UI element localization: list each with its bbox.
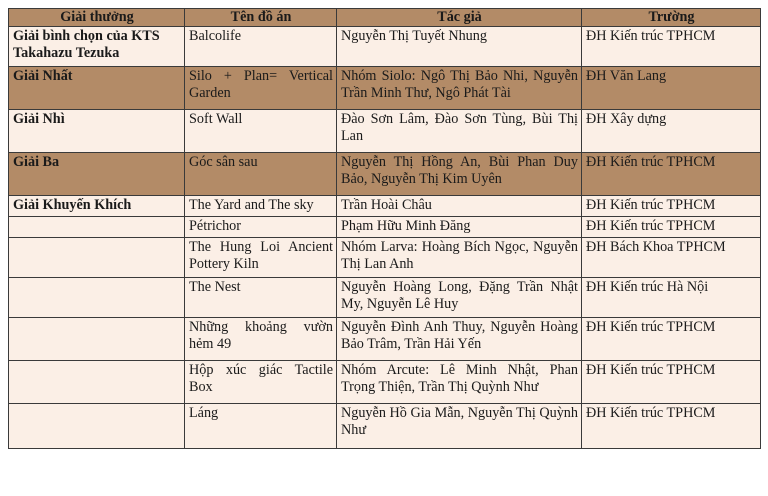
table-row <box>9 153 761 196</box>
school-cell: ĐH Kiến trúc TPHCM <box>582 217 761 238</box>
award-cell <box>9 217 185 238</box>
project-cell: Góc sân sau <box>185 153 337 196</box>
award-cell: Giải Nhất <box>9 67 185 110</box>
school-cell: ĐH Kiến trúc TPHCM <box>582 361 761 404</box>
award-cell <box>9 361 185 404</box>
school-cell: ĐH Kiến trúc Hà Nội <box>582 278 761 318</box>
authors-cell: Nguyễn Đình Anh Thuy, Nguyễn Hoàng Bảo Trâm, Trần Hải Yến <box>337 318 582 361</box>
project-cell: The Nest <box>185 278 337 318</box>
authors-cell: Nhóm Larva: Hoàng Bích Ngọc, Nguyễn Thị Lan Anh <box>337 238 582 278</box>
header-authors: Tác giả <box>337 9 582 27</box>
award-cell: Giải bình chọn của KTS Takahazu Tezuka <box>9 27 185 67</box>
project-cell: Pétrichor <box>185 217 337 238</box>
authors-cell: Đào Sơn Lâm, Đào Sơn Tùng, Bùi Thị Lan <box>337 110 582 153</box>
header-project: Tên đồ án <box>185 9 337 27</box>
table-row <box>9 67 761 110</box>
project-cell: The Yard and The sky <box>185 196 337 217</box>
table-row <box>9 361 761 404</box>
table-row <box>9 196 761 217</box>
school-cell: ĐH Kiến trúc TPHCM <box>582 196 761 217</box>
table-row <box>9 238 761 278</box>
project-cell: Silo + Plan= Vertical Garden <box>185 67 337 110</box>
project-cell: Balcolife <box>185 27 337 67</box>
authors-cell: Nhóm Siolo: Ngô Thị Bảo Nhi, Nguyễn Trần Minh Thư, Ngô Phát Tài <box>337 67 582 110</box>
table-row <box>9 217 761 238</box>
project-cell: Soft Wall <box>185 110 337 153</box>
project-cell: Láng <box>185 404 337 449</box>
authors-cell: Nguyễn Hồ Gia Mẫn, Nguyễn Thị Quỳnh Như <box>337 404 582 449</box>
header-school: Trường <box>582 9 761 27</box>
school-cell: ĐH Kiến trúc TPHCM <box>582 404 761 449</box>
school-cell: ĐH Kiến trúc TPHCM <box>582 318 761 361</box>
authors-cell: Nguyễn Thị Hồng An, Bùi Phan Duy Bảo, Nguyễn Thị Kim Uyên <box>337 153 582 196</box>
authors-cell: Nguyễn Hoàng Long, Đặng Trần Nhật My, Nguyễn Lê Huy <box>337 278 582 318</box>
table-row <box>9 318 761 361</box>
award-cell <box>9 238 185 278</box>
authors-cell: Nguyễn Thị Tuyết Nhung <box>337 27 582 67</box>
project-cell: The Hung Loi Ancient Pottery Kiln <box>185 238 337 278</box>
authors-cell: Nhóm Arcute: Lê Minh Nhật, Phan Trọng Thiện, Trần Thị Quỳnh Như <box>337 361 582 404</box>
header-row <box>9 9 761 27</box>
school-cell: ĐH Kiến trúc TPHCM <box>582 153 761 196</box>
award-cell: Giải Nhì <box>9 110 185 153</box>
school-cell: ĐH Kiến trúc TPHCM <box>582 27 761 67</box>
project-cell: Những khoảng vườn hẻm 49 <box>185 318 337 361</box>
table-row <box>9 27 761 67</box>
table-row <box>9 404 761 449</box>
authors-cell: Trần Hoài Châu <box>337 196 582 217</box>
school-cell: ĐH Văn Lang <box>582 67 761 110</box>
awards-table <box>8 8 761 449</box>
award-cell <box>9 278 185 318</box>
school-cell: ĐH Bách Khoa TPHCM <box>582 238 761 278</box>
header-award: Giải thưởng <box>9 9 185 27</box>
project-cell: Hộp xúc giác Tactile Box <box>185 361 337 404</box>
table-row <box>9 110 761 153</box>
school-cell: ĐH Xây dựng <box>582 110 761 153</box>
authors-cell: Phạm Hữu Minh Đăng <box>337 217 582 238</box>
award-cell: Giải Ba <box>9 153 185 196</box>
award-cell <box>9 404 185 449</box>
award-cell <box>9 318 185 361</box>
award-cell: Giải Khuyến Khích <box>9 196 185 217</box>
table-row <box>9 278 761 318</box>
